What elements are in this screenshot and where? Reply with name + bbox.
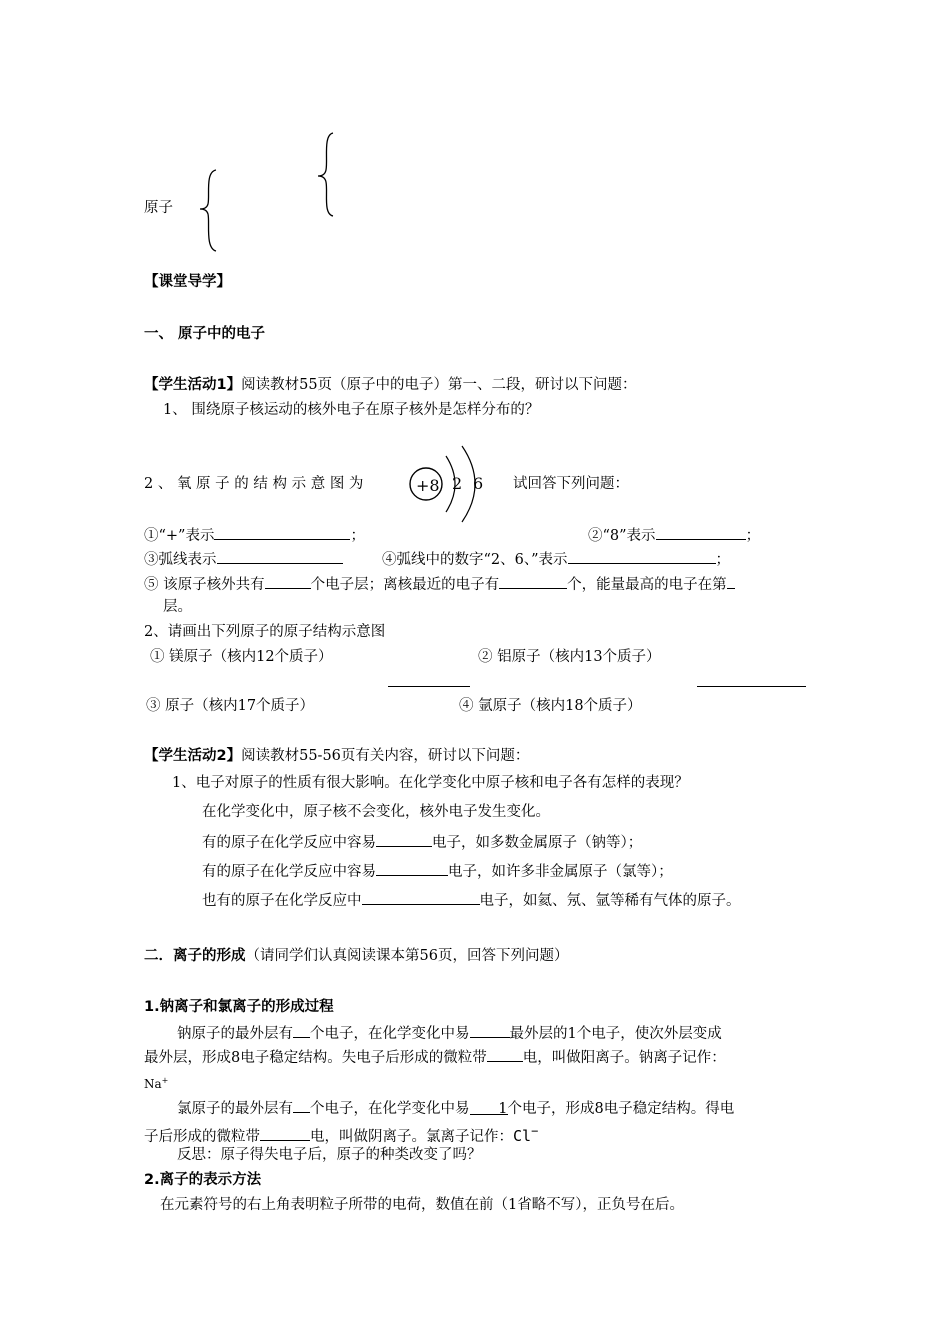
blank-line-2: [588, 524, 760, 546]
b5c: 个，能量最高的电子在第: [567, 577, 727, 593]
b2-end: ；: [745, 528, 761, 544]
b5d: 层。: [163, 599, 192, 615]
na-charge: +: [161, 1076, 169, 1085]
cl-a: 氯原子的最外层有: [177, 1101, 293, 1117]
activity1-q2-prefix: 2 、 氧 原 子 的 结 构 示 意 图 为: [144, 476, 364, 492]
na-symbol: Na: [144, 1077, 162, 1091]
small-brace: [318, 133, 333, 216]
cl-c: 个电子，形成8电子稳定结构。得电: [507, 1101, 735, 1117]
na-d: 最外层，形成8电子稳定结构。失电子后形成的微粒带: [144, 1050, 487, 1066]
representation-text: 在元素符号的右上角表明粒子所带的电荷，数值在前（1省略不写），正负号在后。: [160, 1197, 684, 1213]
activity1-q2-suffix: 试回答下列问题：: [513, 476, 629, 492]
b5-blank-2[interactable]: [499, 573, 567, 589]
b5-blank-3[interactable]: [727, 573, 735, 589]
activity2-line: [144, 746, 529, 766]
activity2-l4: [202, 889, 741, 911]
atom-brace-diagram: [0, 0, 950, 260]
blank-line-3: [144, 548, 343, 570]
sub1-title: 1.钠离子和氯离子的形成过程: [144, 999, 334, 1015]
activity2-l1: 在化学变化中，原子核不会变化，核外电子发生变化。: [202, 804, 550, 820]
l4b: 电子，如氦、氖、氩等稀有气体的原子。: [479, 893, 741, 909]
b4-label: ④弧线中的数字“2、6、”表示: [382, 552, 568, 568]
na-c: 最外层的1个电子，使次外层变成: [509, 1026, 722, 1042]
b3-blank[interactable]: [217, 548, 343, 564]
section2-title: 二．离子的形成: [144, 948, 246, 964]
draw-item-2: ② 铝原子（核内13个质子）: [478, 649, 661, 665]
cl-blank-2[interactable]: [470, 1099, 508, 1115]
blank-line-4: [382, 548, 730, 570]
b5a: ⑤ 该原子核外共有: [144, 577, 265, 593]
activity1-tag: 【学生活动1】: [144, 377, 242, 393]
l3-blank[interactable]: [376, 860, 448, 876]
cl-blank-1[interactable]: [293, 1097, 310, 1113]
cl-blank-3[interactable]: [260, 1125, 310, 1141]
l2a: 有的原子在化学反应中容易: [202, 835, 376, 851]
na-line-2: [144, 1046, 726, 1068]
na-e: 电，叫做阳离子。钠离子记作：: [522, 1050, 726, 1066]
draw-item-1: ① 镁原子（核内12个质子）: [150, 649, 333, 665]
activity2-text: 阅读教材55-56页有关内容，研讨以下问题：: [241, 748, 530, 764]
b5-blank-1[interactable]: [265, 573, 311, 589]
cl-d: 子后形成的微粒带: [144, 1129, 260, 1145]
b4-blank[interactable]: [568, 548, 716, 564]
b3-label: ③弧线表示: [144, 552, 217, 568]
activity2-tag: 【学生活动2】: [144, 748, 242, 764]
large-brace: [200, 170, 216, 251]
activity1-q1: 1、 围绕原子核运动的核外电子在原子核外是怎样分布的？: [163, 402, 540, 418]
section2-title-line: [144, 946, 568, 966]
b1-blank[interactable]: [214, 524, 350, 540]
na-blank-2[interactable]: [470, 1022, 510, 1038]
cl-ion-notation: [513, 1124, 539, 1145]
cl-fill: 1: [498, 1101, 508, 1117]
draw-item-4: ④ 氩原子（核内18个质子）: [459, 698, 642, 714]
blank-line-1: [144, 524, 365, 546]
cl-b: 个电子，在化学变化中易: [310, 1101, 470, 1117]
b1-label: ①“+”表示: [144, 528, 215, 544]
l3b: 电子，如许多非金属原子（氯等）；: [448, 864, 673, 880]
activity1-text: 阅读教材55页（原子中的电子）第一、二段，研讨以下问题：: [241, 377, 637, 393]
cl-symbol: Cl: [513, 1127, 532, 1145]
l3a: 有的原子在化学反应中容易: [202, 864, 376, 880]
na-ion-notation: [144, 1071, 168, 1094]
oxygen-shell2-count: 6: [473, 474, 484, 493]
l4-blank[interactable]: [362, 889, 480, 905]
cl-line-2: [144, 1121, 538, 1147]
sub2-title: 2.离子的表示方法: [144, 1172, 262, 1188]
cl-line-1: [177, 1097, 734, 1119]
draw-title: 2、请画出下列原子的原子结构示意图: [144, 624, 386, 640]
activity2-l2: [202, 831, 642, 853]
b4-end: ；: [715, 552, 731, 568]
activity2-l3: [202, 860, 673, 882]
draw-underline-2: [697, 686, 806, 687]
activity2-q1: 1、电子对原子的性质有很大影响。在化学变化中原子核和电子各有怎样的表现？: [172, 775, 689, 791]
l2b: 电子，如多数金属原子（钠等）；: [432, 835, 643, 851]
na-a: 钠原子的最外层有: [177, 1026, 293, 1042]
atom-label: 原子: [144, 200, 173, 216]
na-blank-1[interactable]: [293, 1022, 310, 1038]
reflect-line: 反思：原子得失电子后，原子的种类改变了吗？: [177, 1147, 482, 1163]
oxygen-shell1-count: 2: [452, 474, 463, 493]
classroom-guide-heading: 【课堂导学】: [144, 274, 231, 290]
draw-item-3: ③ 原子（核内17个质子）: [146, 698, 315, 714]
na-b: 个电子，在化学变化中易: [310, 1026, 470, 1042]
b2-blank[interactable]: [656, 524, 746, 540]
section1-title: 一、 原子中的电子: [144, 326, 266, 342]
section2-title-note: （请同学们认真阅读课本第56页，回答下列问题）: [245, 948, 569, 964]
cl-charge: −: [531, 1124, 539, 1138]
b5b: 个电子层；离核最近的电子有: [310, 577, 500, 593]
blank-line-5: [144, 573, 735, 595]
l4a: 也有的原子在化学反应中: [202, 893, 362, 909]
oxygen-nucleus-charge: +8: [416, 476, 440, 495]
l2-blank[interactable]: [376, 831, 432, 847]
na-line-1: [177, 1022, 722, 1044]
b1-end: ；: [350, 528, 365, 544]
activity1-line: [144, 375, 637, 395]
cl-e: 电，叫做阴离子。氯离子记作：: [310, 1129, 513, 1145]
draw-underline-1: [388, 686, 470, 687]
na-blank-3[interactable]: [487, 1046, 523, 1062]
b2-label: ②“8”表示: [588, 528, 656, 544]
